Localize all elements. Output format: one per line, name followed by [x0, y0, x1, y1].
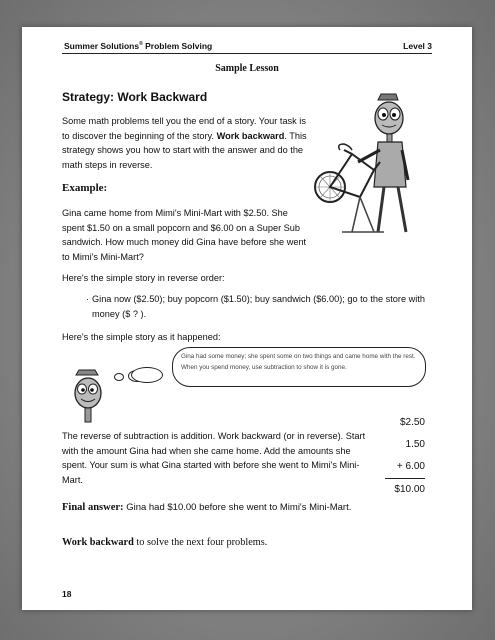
book-title: Summer Solutions® Problem Solving: [64, 41, 213, 51]
robot-head-icon: [70, 369, 108, 427]
example-problem: Gina came home from Mimi's Mini-Mart with $2.50. She spent $1.50 on a small popcorn and $6.00 on a Super Sub sandwich. How much money did Gina have before she went to Mimi's Mini-Mart?: [62, 208, 307, 262]
next-instruction: Work backward to solve the next four problems.: [62, 537, 268, 548]
reverse-order-bullet: · Gina now ($2.50); buy popcorn ($1.50); buy sandwich ($6.00); go to the store with money ($ ? ).: [86, 294, 425, 319]
addend-2: 1.50: [405, 439, 425, 450]
page-number: 18: [62, 589, 72, 599]
addend-1: $2.50: [399, 417, 425, 428]
addend-3: + 6.00: [396, 461, 425, 472]
strategy-heading: Strategy: Work Backward: [62, 90, 208, 104]
thought-dot-small: [114, 373, 124, 381]
example-heading: Example:: [62, 182, 108, 194]
intro-paragraph: Some math problems tell you the end of a story. Your task is to discover the beginning of the story. Work backward. This strategy shows you how to start with the answer and do the math steps in reverse.: [62, 116, 307, 170]
as-happened-intro: Here's the simple story as it happened:: [62, 332, 221, 342]
addition-work: [377, 412, 425, 501]
level-label: Level 3: [403, 41, 432, 51]
worksheet-page: [22, 27, 472, 610]
final-answer: Final answer: Gina had $10.00 before she went to Mimi's Mini-Mart.: [62, 502, 352, 513]
thought-bubble: Gina had some money; she spent some on two things and came home with the rest. When you spend money, use subtraction to show it is gone.: [172, 347, 426, 387]
bullet-marker: ·: [86, 294, 90, 304]
lesson-title: Sample Lesson: [215, 63, 279, 74]
thought-dot-large: [131, 367, 163, 383]
header-rule: [62, 53, 432, 54]
work-backward-explanation: The reverse of subtraction is addition. Work backward (or in reverse). Start with the amount Gina had when she came home. Add the amounts she spent. Your sum is what Gina started with before she went to Mimi's Mini-Mart.: [62, 431, 366, 485]
robot-bicycle-illustration: [312, 92, 452, 242]
sum-total: $10.00: [394, 484, 425, 495]
reverse-order-intro: Here's the simple story in reverse order:: [62, 273, 225, 283]
